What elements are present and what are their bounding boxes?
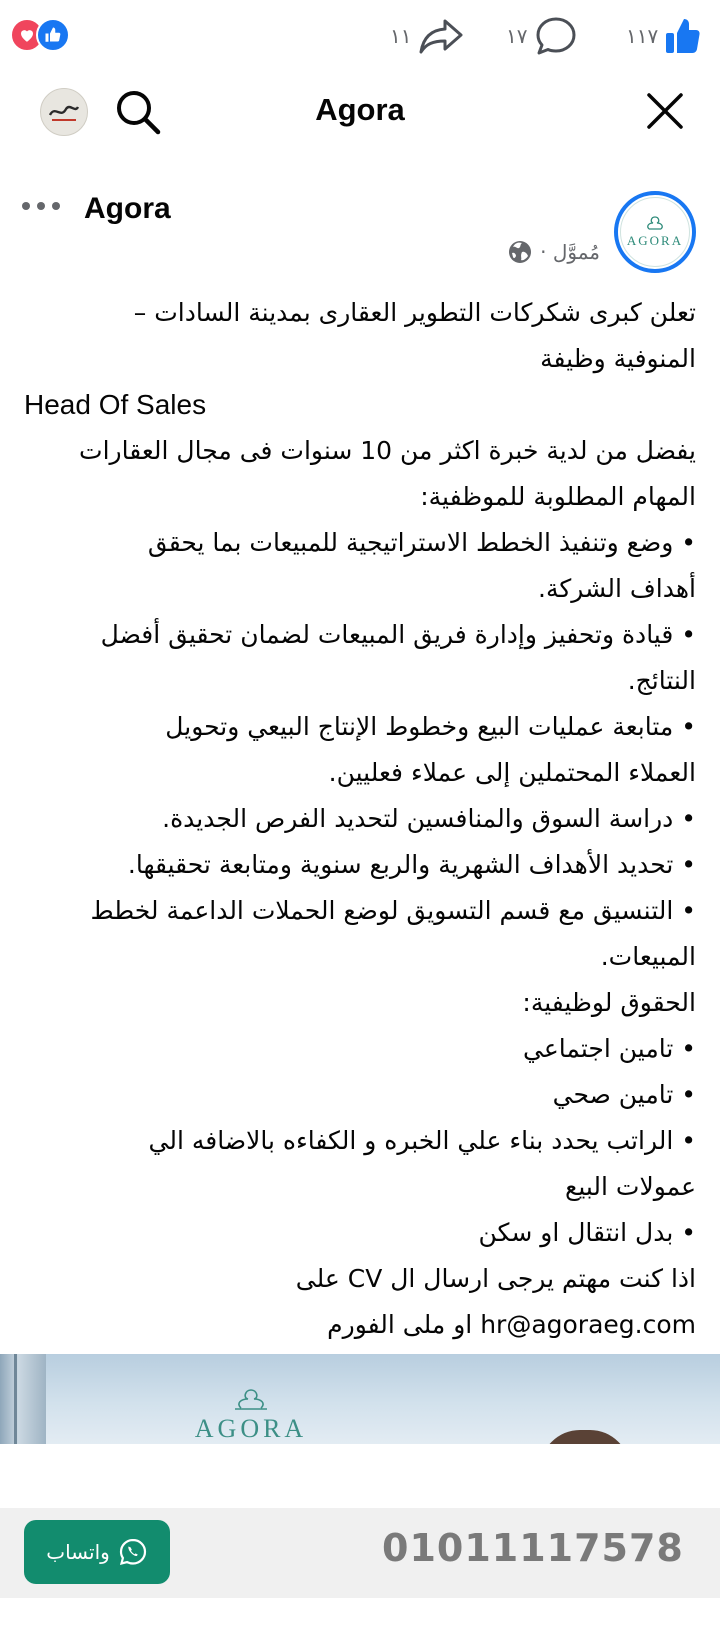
post-text-line: اذا كنت مهتم يرجى ارسال ال CV على: [295, 1264, 696, 1293]
like-reaction-icon: [36, 18, 70, 52]
post-text-line: النتائج.: [627, 666, 696, 695]
post-text-line: • تامين صحي: [552, 1080, 696, 1109]
ornament-icon: [223, 1388, 279, 1410]
page-logo-icon[interactable]: [40, 88, 88, 136]
post-text-line: • وضع وتنفيذ الخطط الاستراتيجية للمبيعات بما يحقق: [147, 528, 696, 557]
post-text-line: • تحديد الأهداف الشهرية والربع سنوية ومتابعة تحقيقها.: [127, 850, 696, 879]
globe-icon: [508, 240, 532, 264]
avatar-brand-text: AGORA: [626, 233, 684, 248]
post-text-line: العملاء المحتملين إلى عملاء فعليين.: [328, 758, 696, 787]
image-logo: [186, 1388, 316, 1444]
contact-bar: [0, 1508, 720, 1598]
whatsapp-icon: [118, 1537, 148, 1567]
share-count: ١١: [390, 24, 412, 48]
post-body: [24, 290, 696, 1348]
comment-button[interactable]: [506, 14, 577, 58]
post-text-line: يفضل من لدية خبرة اكثر من 10 سنوات فى مجال العقارات: [79, 436, 696, 465]
post-text-line: عمولات البيع: [565, 1172, 696, 1201]
like-button[interactable]: [626, 14, 700, 58]
post-author[interactable]: Agora: [84, 192, 171, 225]
comment-count: ١٧: [506, 24, 528, 48]
search-icon[interactable]: [112, 86, 164, 138]
post-text-line: المهام المطلوبة للموظفية:: [420, 482, 696, 511]
post-header: [0, 188, 720, 278]
post-text-line: • تامين اجتماعي: [523, 1034, 696, 1063]
sponsored-label: [508, 240, 600, 264]
agora-logo: [620, 197, 690, 267]
top-nav: [0, 80, 720, 150]
ornament-icon: [640, 215, 670, 231]
thumbs-up-icon: [666, 17, 700, 55]
page-title: Agora: [315, 92, 405, 127]
post-text-line: • دراسة السوق والمنافسين لتحديد الفرص الجديدة.: [162, 804, 696, 833]
post-text-line: • بدل انتقال او سكن: [478, 1218, 696, 1247]
post-text-line: المبيعات.: [600, 942, 696, 971]
reaction-bar: [0, 0, 720, 72]
bottom-area: [0, 1444, 720, 1640]
post-text-line: أهداف الشركة.: [538, 574, 696, 603]
more-options-icon[interactable]: [20, 194, 64, 218]
post-text-line: تعلن كبرى شكركات التطوير العقارى بمدينة السادات –: [133, 298, 696, 327]
person-graphic: [540, 1430, 630, 1444]
share-button[interactable]: [390, 14, 463, 58]
whatsapp-button[interactable]: [24, 1520, 170, 1584]
building-graphic: [0, 1354, 46, 1444]
close-icon[interactable]: [644, 90, 686, 132]
email-line[interactable]: hr@agoraeg.com او ملى الفورم: [327, 1310, 696, 1339]
sponsored-text: مُموَّل ·: [540, 240, 600, 264]
post-text-line: المنوفية وظيفة: [540, 344, 696, 373]
share-icon: [419, 17, 463, 55]
reaction-summary[interactable]: [10, 18, 80, 54]
whatsapp-label: واتساب: [46, 1540, 110, 1564]
post-text-line: الحقوق لوظيفية:: [522, 988, 696, 1017]
phone-number[interactable]: 01011117578: [382, 1526, 684, 1570]
post-text-line: • الراتب يحدد بناء علي الخبره و الكفاءه بالاضافه الي: [148, 1126, 696, 1155]
post-text-line: • متابعة عمليات البيع وخطوط الإنتاج البيعي وتحويل: [165, 712, 696, 741]
post-text-line: • التنسيق مع قسم التسويق لوضع الحملات الداعمة لخطط: [90, 896, 696, 925]
post-avatar[interactable]: [614, 191, 696, 273]
job-title: Head Of Sales: [24, 389, 207, 420]
image-brand-text: AGORA: [194, 1414, 308, 1443]
comment-icon: [535, 16, 577, 56]
like-count: ١١٧: [626, 24, 659, 48]
post-text-line: • قيادة وتحفيز وإدارة فريق المبيعات لضمان تحقيق أفضل: [100, 620, 696, 649]
post-image[interactable]: [0, 1354, 720, 1444]
